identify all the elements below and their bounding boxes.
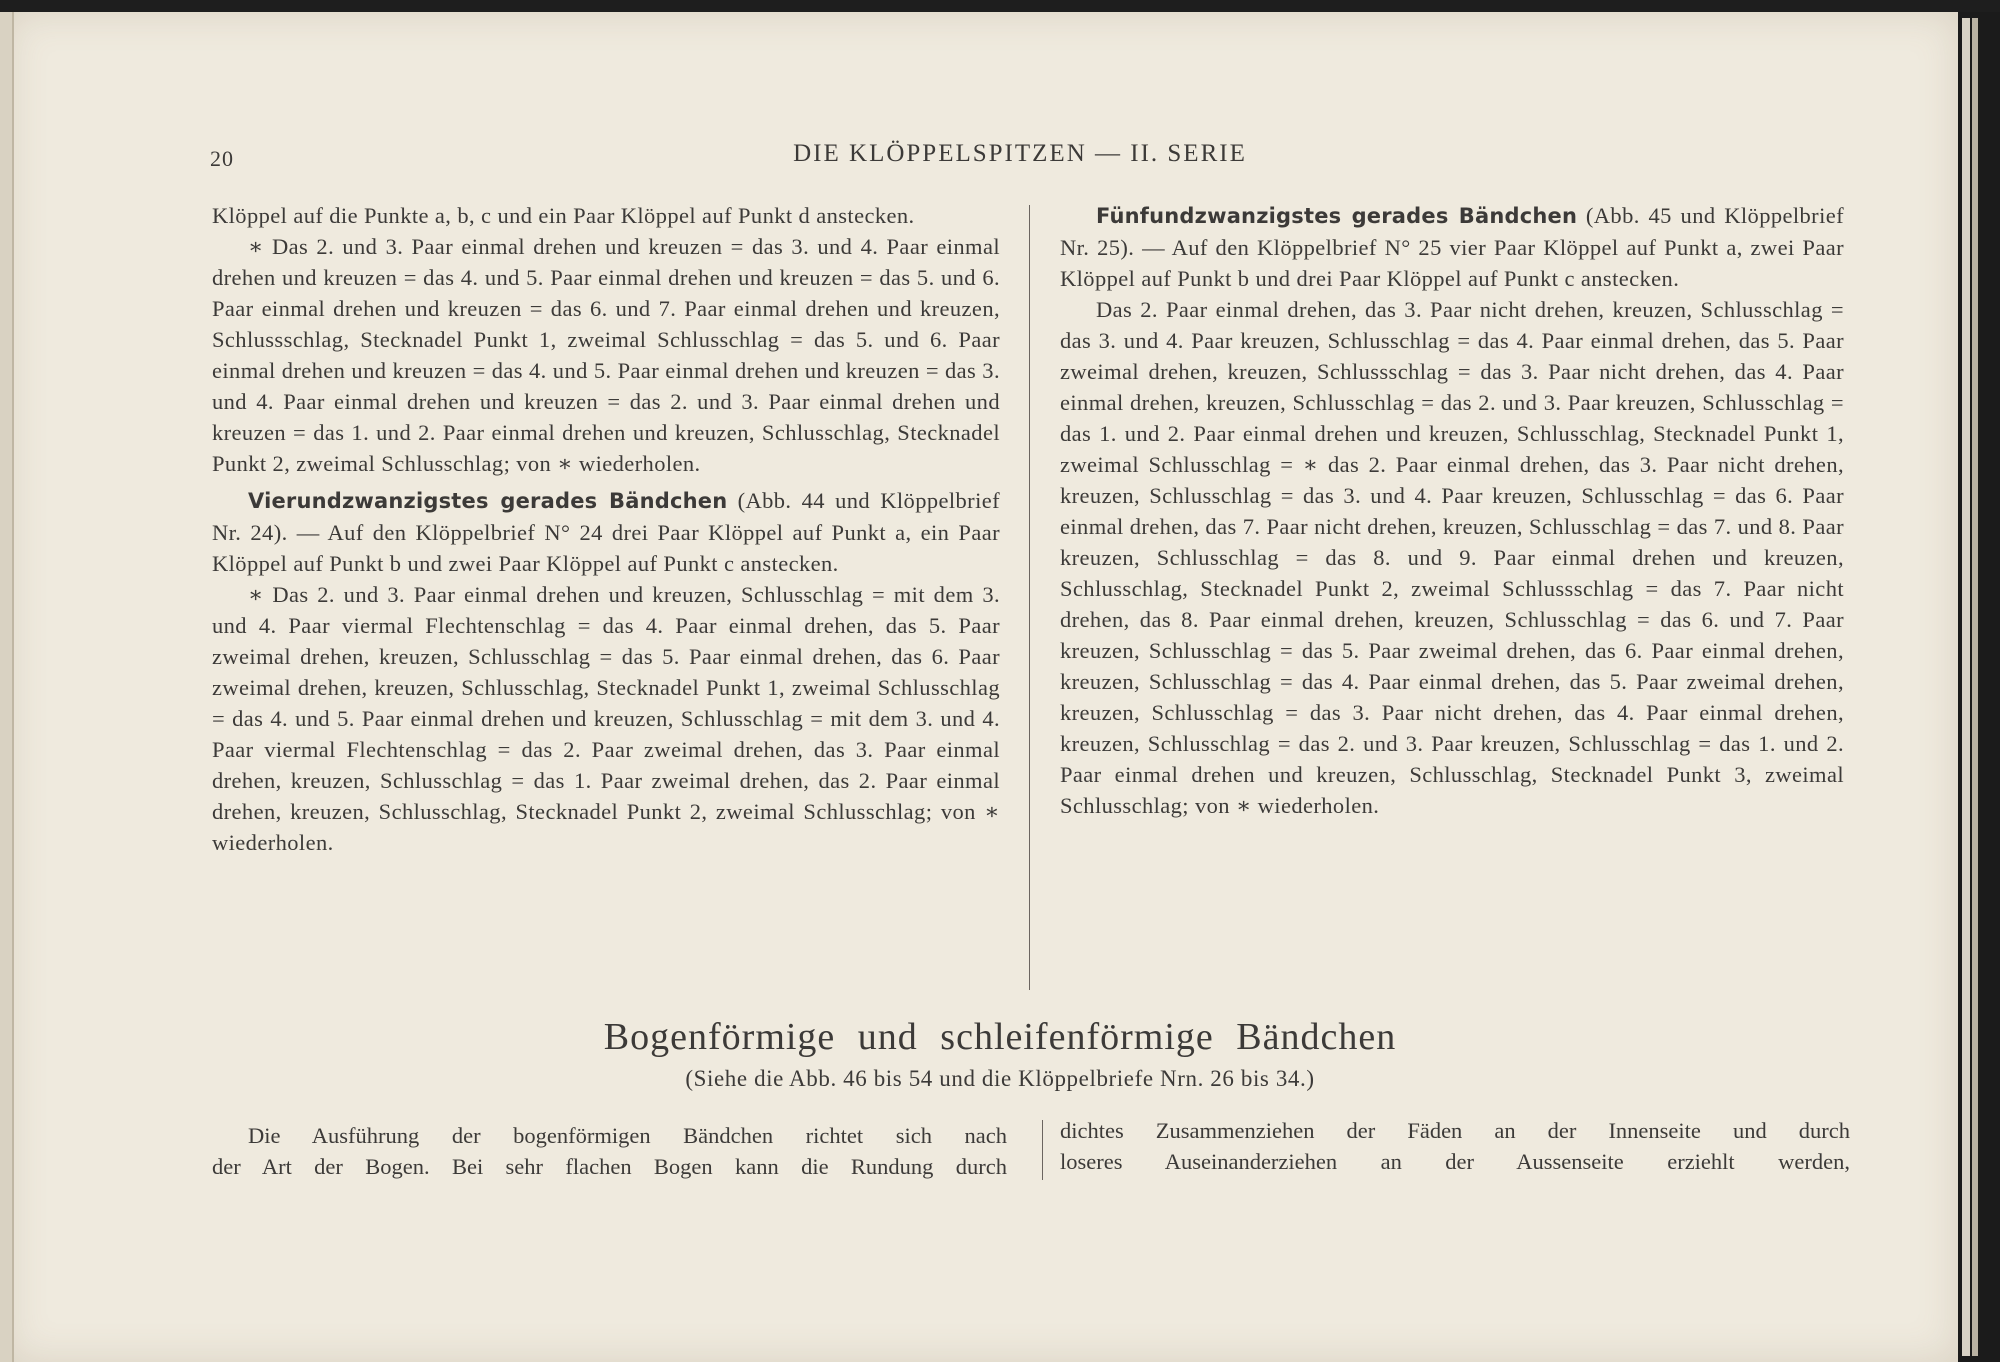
page-gutter-edge bbox=[0, 12, 14, 1362]
left-paragraph-4: ∗ Das 2. und 3. Paar einmal drehen und kreuzen, Schlusschlag = mit dem 3. und 4. Paar viermal Flechtenschlag = das 4. Paar einmal drehen, das 5. Paar zweimal drehen, kreuzen, Schlusschlag = das 5. Paar einmal drehen, das 6. Paar zweimal drehen, kreuzen, Schlusschlag, Stecknadel Punkt 1, zweimal Schlusschlag = das 4. und 5. Paar einmal drehen und kreuzen, Schlusschlag = mit dem 3. und 4. Paar viermal Flechtenschlag = das 2. Paar zweimal drehen, das 3. Paar einmal drehen, kreuzen, Schlusschlag = das 1. Paar zweimal drehen, das 2. Paar einmal drehen, kreuzen, Schlusschlag, Stecknadel Punkt 2, zweimal Schlusschlag; von ∗ wiederholen. bbox=[212, 582, 1000, 855]
right-paragraph-2: Das 2. Paar einmal drehen, das 3. Paar nicht drehen, kreuzen, Schlusschlag = das 3. und 4. Paar kreuzen, Schlusschlag = das 4. Paar einmal drehen, das 5. Paar zweimal drehen, kreuzen, Schlussschlag = das 3. Paar nicht drehen, das 4. Paar einmal drehen, kreuzen, Schlusschlag = das 2. und 3. Paar kreuzen, Schlusschlag = das 1. und 2. Paar einmal drehen und kreuzen, Schlusschlag, Stecknadel Punkt 1, zweimal Schlusschlag = ∗ das 2. Paar einmal drehen, das 3. Paar nicht drehen, kreuzen, Schlusschlag = das 3. und 4. Paar kreuzen, Schlusschlag = das 6. Paar einmal drehen, das 7. Paar nicht drehen, kreuzen, Schlusschlag = das 7. und 8. Paar kreuzen, Schlusschlag = das 8. und 9. Paar einmal drehen und kreuzen, Schlusschlag, Stecknadel Punkt 2, zweimal Schlussschlag = das 7. Paar nicht drehen, das 8. Paar einmal drehen, kreuzen, Schlusschlag = das 6. und 7. Paar kreuzen, Schlusschlag = das 5. Paar zweimal drehen, das 6. Paar einmal drehen, kreuzen, Schlusschlag = das 4. Paar einmal drehen, das 5. Paar zweimal drehen, kreuzen, Schlusschlag = das 3. Paar nicht drehen, das 4. Paar einmal drehen, kreuzen, Schlusschlag = das 2. und 3. Paar kreuzen, Schlusschlag = das 1. und 2. Paar einmal drehen und kreuzen, Schlusschlag, Stecknadel Punkt 3, zweimal Schlusschlag; von ∗ wiederholen. bbox=[1060, 297, 1844, 818]
section-title: Bogenförmige und schleifenförmige Bändchen bbox=[603, 1016, 1397, 1058]
left-paragraph-3 bbox=[212, 485, 1000, 579]
left-paragraph-2: ∗ Das 2. und 3. Paar einmal drehen und kreuzen = das 3. und 4. Paar einmal drehen und kreuzen = das 4. und 5. Paar einmal drehen und kreuzen = das 5. und 6. Paar einmal drehen und kreuzen = das 6. und 7. Paar einmal drehen und kreuzen, Schlussschlag, Stecknadel Punkt 1, zweimal Schlusschlag = das 5. und 6. Paar einmal drehen und kreuzen = das 4. und 5. Paar einmal drehen und kreuzen = das 3. und 4. Paar einmal drehen und kreuzen = das 2. und 3. Paar einmal drehen und kreuzen = das 1. und 2. Paar einmal drehen und kreuzen, Schlusschlag, Stecknadel Punkt 2, zweimal Schlusschlag; von ∗ wiederholen. bbox=[212, 234, 1000, 476]
bottom-left-line-1: Die Ausführung der bogenförmigen Bändchen richtet sich nach bbox=[248, 1123, 1007, 1148]
right-paragraph-1-text: (Abb. 45 und Klöppelbrief Nr. 25). — Auf den Klöppelbrief N° 25 vier Paar Klöppel auf Punkt a, zwei Paar Klöppel auf Punkt b und drei Paar Klöppel auf Punkt c anstecken. bbox=[1060, 203, 1844, 291]
scan-top-edge bbox=[0, 0, 2000, 12]
left-paragraph-3-text: (Abb. 44 und Klöppelbrief Nr. 24). — Auf den Klöppelbrief N° 24 drei Paar Klöppel auf Punkt a, ein Paar Klöppel auf Punkt b und zwei Paar Klöppel auf Punkt c anstecken. bbox=[212, 488, 1000, 576]
bottom-column-divider bbox=[1042, 1120, 1043, 1180]
bottom-right-text bbox=[1060, 1115, 1850, 1177]
bottom-right-line-1: dichtes Zusammenziehen der Fäden an der Innenseite und durch bbox=[1060, 1118, 1850, 1143]
left-paragraph-1: Klöppel auf die Punkte a, b, c und ein Paar Klöppel auf Punkt d anstecken. bbox=[212, 203, 915, 228]
scan-right-edge bbox=[1958, 12, 2000, 1362]
section-heading-25: Fünfundzwanzigstes gerades Bändchen bbox=[1096, 204, 1578, 228]
bottom-left-line-2: der Art der Bogen. Bei sehr flachen Bogen kann die Rundung durch bbox=[212, 1154, 1007, 1179]
section-heading-24: Vierundzwanzigstes gerades Bändchen bbox=[248, 489, 728, 513]
bottom-left-text bbox=[212, 1120, 1007, 1182]
column-divider bbox=[1029, 205, 1030, 990]
left-column bbox=[212, 200, 1000, 858]
section-subtitle: (Siehe die Abb. 46 bis 54 und die Klöppelbriefe Nrn. 26 bis 34.) bbox=[685, 1066, 1315, 1091]
right-paragraph-1 bbox=[1060, 200, 1844, 294]
right-column bbox=[1060, 200, 1844, 821]
page-number: 20 bbox=[210, 146, 234, 171]
running-head: DIE KLÖPPELSPITZEN — II. SERIE bbox=[793, 140, 1247, 167]
page-stack-edge-shadow bbox=[1972, 18, 1978, 1356]
bottom-right-line-2: loseres Auseinanderziehen an der Aussenseite erziehlt werden, bbox=[1060, 1149, 1850, 1174]
page-stack-edge bbox=[1962, 18, 1970, 1356]
